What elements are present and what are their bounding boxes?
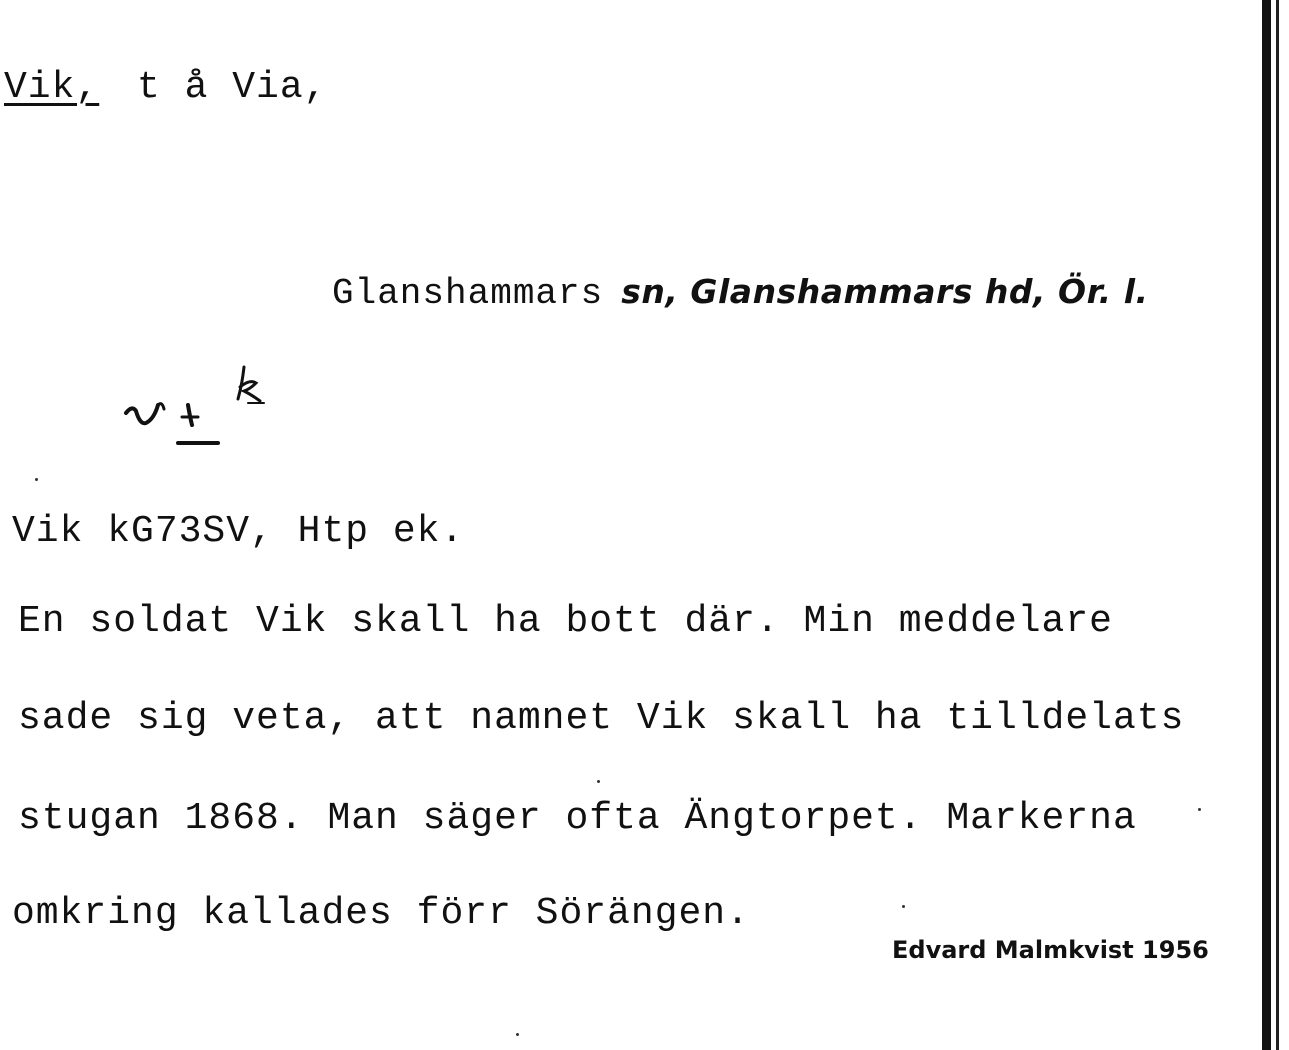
body-line-4: omkring kallades förr Sörängen.	[12, 892, 750, 935]
map-reference: Vik kG73SV, Htp ek.	[12, 510, 465, 553]
headline	[4, 66, 327, 109]
headline-rest: t å Via,	[137, 66, 328, 109]
card-edge-line	[1276, 0, 1279, 1050]
speck	[35, 478, 38, 481]
handwritten-vik-drawing	[118, 365, 278, 455]
body-line-2: sade sig veta, att namnet Vik skall ha tilldelats	[18, 697, 1185, 740]
headword: Vik,	[4, 66, 100, 109]
parish-typed: Glanshammars	[332, 273, 604, 314]
body-line-3: stugan 1868. Man säger ofta Ängtorpet. Markerna	[18, 797, 1137, 840]
signature: Edvard Malmkvist 1956	[892, 936, 1209, 964]
speck	[902, 905, 905, 908]
handwritten-pronunciation	[118, 365, 278, 455]
body-line-1: En soldat Vik skall ha bott där. Min meddelare	[18, 600, 1113, 643]
speck	[516, 1033, 519, 1036]
speck	[597, 780, 600, 783]
parish-line	[332, 272, 1149, 314]
card-edge-shadow	[1262, 0, 1271, 1050]
speck	[1198, 808, 1201, 811]
parish-stamp: sn, Glanshammars hd, Ör. l.	[621, 272, 1149, 311]
